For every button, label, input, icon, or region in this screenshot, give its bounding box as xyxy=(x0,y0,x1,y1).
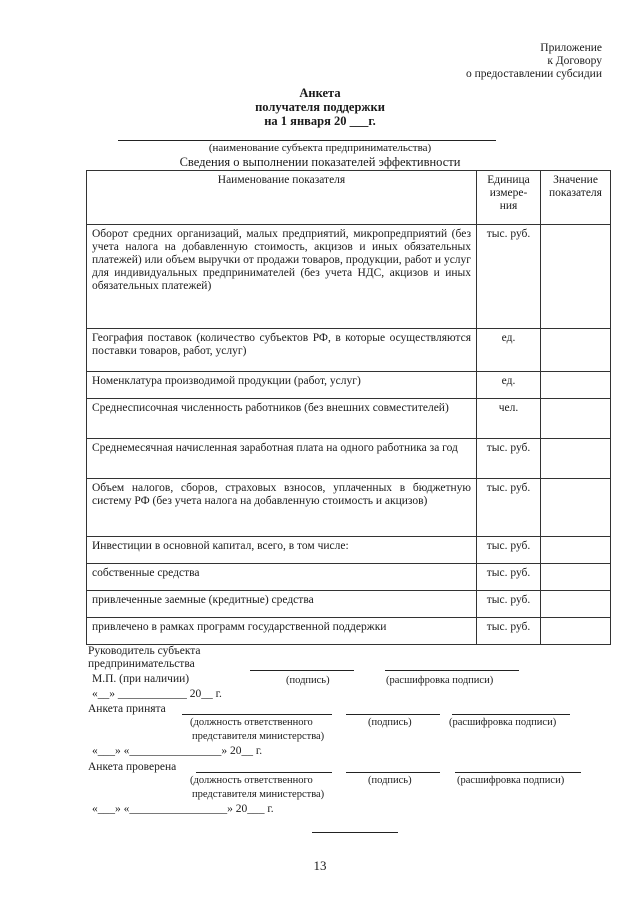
table-header-row xyxy=(87,171,611,225)
table-row xyxy=(87,372,611,399)
verified-position-caption-1: (должность ответственного xyxy=(190,775,313,786)
indicator-value-cell[interactable] xyxy=(541,479,611,537)
indicator-value-cell[interactable] xyxy=(541,372,611,399)
head-label-line-2: предпринимательства xyxy=(88,658,195,670)
indicator-value-cell[interactable] xyxy=(541,399,611,439)
verified-position-caption-2: представителя министерства) xyxy=(192,789,325,800)
table-row xyxy=(87,618,611,645)
indicator-unit: тыс. руб. xyxy=(477,225,541,329)
indicator-unit: тыс. руб. xyxy=(477,479,541,537)
stamp-place-label: М.П. (при наличии) xyxy=(92,673,190,685)
verified-signature-caption: (подпись) xyxy=(368,775,412,786)
verified-decoding-caption: (расшифровка подписи) xyxy=(457,775,565,786)
indicator-unit: тыс. руб. xyxy=(477,537,541,564)
indicator-name: собственные средства xyxy=(87,564,477,591)
head-label-line-1: Руководитель субъекта xyxy=(88,645,201,657)
table-row xyxy=(87,439,611,479)
indicator-value-cell[interactable] xyxy=(541,439,611,479)
indicator-unit: чел. xyxy=(477,399,541,439)
table-row xyxy=(87,399,611,439)
indicator-value-cell[interactable] xyxy=(541,225,611,329)
indicators-table xyxy=(86,170,611,645)
accepted-position-line[interactable] xyxy=(182,714,332,715)
accepted-decoding-line[interactable] xyxy=(452,714,570,715)
indicator-unit: тыс. руб. xyxy=(477,591,541,618)
form-title-line-2: получателя поддержки xyxy=(255,100,385,114)
head-signature-caption: (подпись) xyxy=(286,675,330,686)
header-unit: Единица измере-ния xyxy=(477,171,541,225)
indicator-name: привлечено в рамках программ государственной поддержки xyxy=(87,618,477,645)
indicator-unit: тыс. руб. xyxy=(477,564,541,591)
indicator-unit: тыс. руб. xyxy=(477,439,541,479)
accepted-date-field[interactable]: «___» «________________» 20__ г. xyxy=(92,745,263,757)
head-date-field[interactable]: «__» ____________ 20__ г. xyxy=(92,688,222,700)
accepted-signature-line[interactable] xyxy=(346,714,440,715)
verified-decoding-line[interactable] xyxy=(455,772,581,773)
indicator-value-cell[interactable] xyxy=(541,564,611,591)
accepted-label: Анкета принята xyxy=(88,703,166,715)
indicator-name: Среднемесячная начисленная заработная плата на одного работника за год xyxy=(87,439,477,479)
indicator-name: привлеченные заемные (кредитные) средства xyxy=(87,591,477,618)
indicator-value-cell[interactable] xyxy=(541,329,611,372)
indicator-unit: ед. xyxy=(477,329,541,372)
accepted-decoding-caption: (расшифровка подписи) xyxy=(449,717,557,728)
accepted-signature-caption: (подпись) xyxy=(368,717,412,728)
table-row xyxy=(87,329,611,372)
accepted-position-caption-2: представителя министерства) xyxy=(192,731,325,742)
indicator-name: Объем налогов, сборов, страховых взносов, уплаченных в бюджетную систему РФ (без учета налога на добавленную стоимость и акцизов) xyxy=(87,479,477,537)
indicator-name: Среднесписочная численность работников (без внешних совместителей) xyxy=(87,399,477,439)
verified-label: Анкета проверена xyxy=(88,761,177,773)
accepted-position-caption-1: (должность ответственного xyxy=(190,717,313,728)
appendix-line-3: о предоставлении субсидии xyxy=(465,68,602,80)
table-row xyxy=(87,479,611,537)
indicator-name: Инвестиции в основной капитал, всего, в том числе: xyxy=(87,537,477,564)
head-decoding-line[interactable] xyxy=(385,670,519,671)
indicator-value-cell[interactable] xyxy=(541,618,611,645)
head-signature-line[interactable] xyxy=(250,670,354,671)
head-decoding-caption: (расшифровка подписи) xyxy=(386,675,494,686)
verified-signature-line[interactable] xyxy=(346,772,440,773)
appendix-line-1: Приложение xyxy=(540,42,602,54)
indicator-value-cell[interactable] xyxy=(541,591,611,618)
indicator-unit: ед. xyxy=(477,372,541,399)
indicator-name: Номенклатура производимой продукции (работ, услуг) xyxy=(87,372,477,399)
form-title xyxy=(0,86,640,128)
table-row xyxy=(87,225,611,329)
header-value: Значение показателя xyxy=(541,171,611,225)
appendix-line-2: к Договору xyxy=(547,55,602,67)
form-title-line-1: Анкета xyxy=(299,86,341,100)
subject-name-line[interactable] xyxy=(118,140,496,141)
subject-name-caption: (наименование субъекта предпринимательства) xyxy=(208,142,432,154)
header-indicator-name: Наименование показателя xyxy=(87,171,477,225)
indicator-value-cell[interactable] xyxy=(541,537,611,564)
indicator-unit: тыс. руб. xyxy=(477,618,541,645)
indicator-name: География поставок (количество субъектов РФ, в которые осуществляются поставки товаров, работ, услуг) xyxy=(87,329,477,372)
page-number: 13 xyxy=(313,858,327,873)
section-title: Сведения о выполнении показателей эффективности xyxy=(179,155,461,169)
verified-position-line[interactable] xyxy=(196,772,332,773)
table-row xyxy=(87,537,611,564)
verified-date-field[interactable]: «___» «_________________» 20___ г. xyxy=(92,803,274,815)
appendix-header xyxy=(466,42,602,81)
footer-separator xyxy=(312,832,398,833)
table-row xyxy=(87,591,611,618)
indicator-name: Оборот средних организаций, малых предприятий, микропредприятий (без учета налога на добавленную стоимость, акцизов и иных обязательных платежей) или объем выручки от продажи товаров, продукции, работ и услуг для индивидуальных предпринимателей (без учета НДС, акцизов и иных обязательных платежей) xyxy=(87,225,477,329)
form-title-line-3: на 1 января 20 ___г. xyxy=(264,114,376,128)
table-row xyxy=(87,564,611,591)
